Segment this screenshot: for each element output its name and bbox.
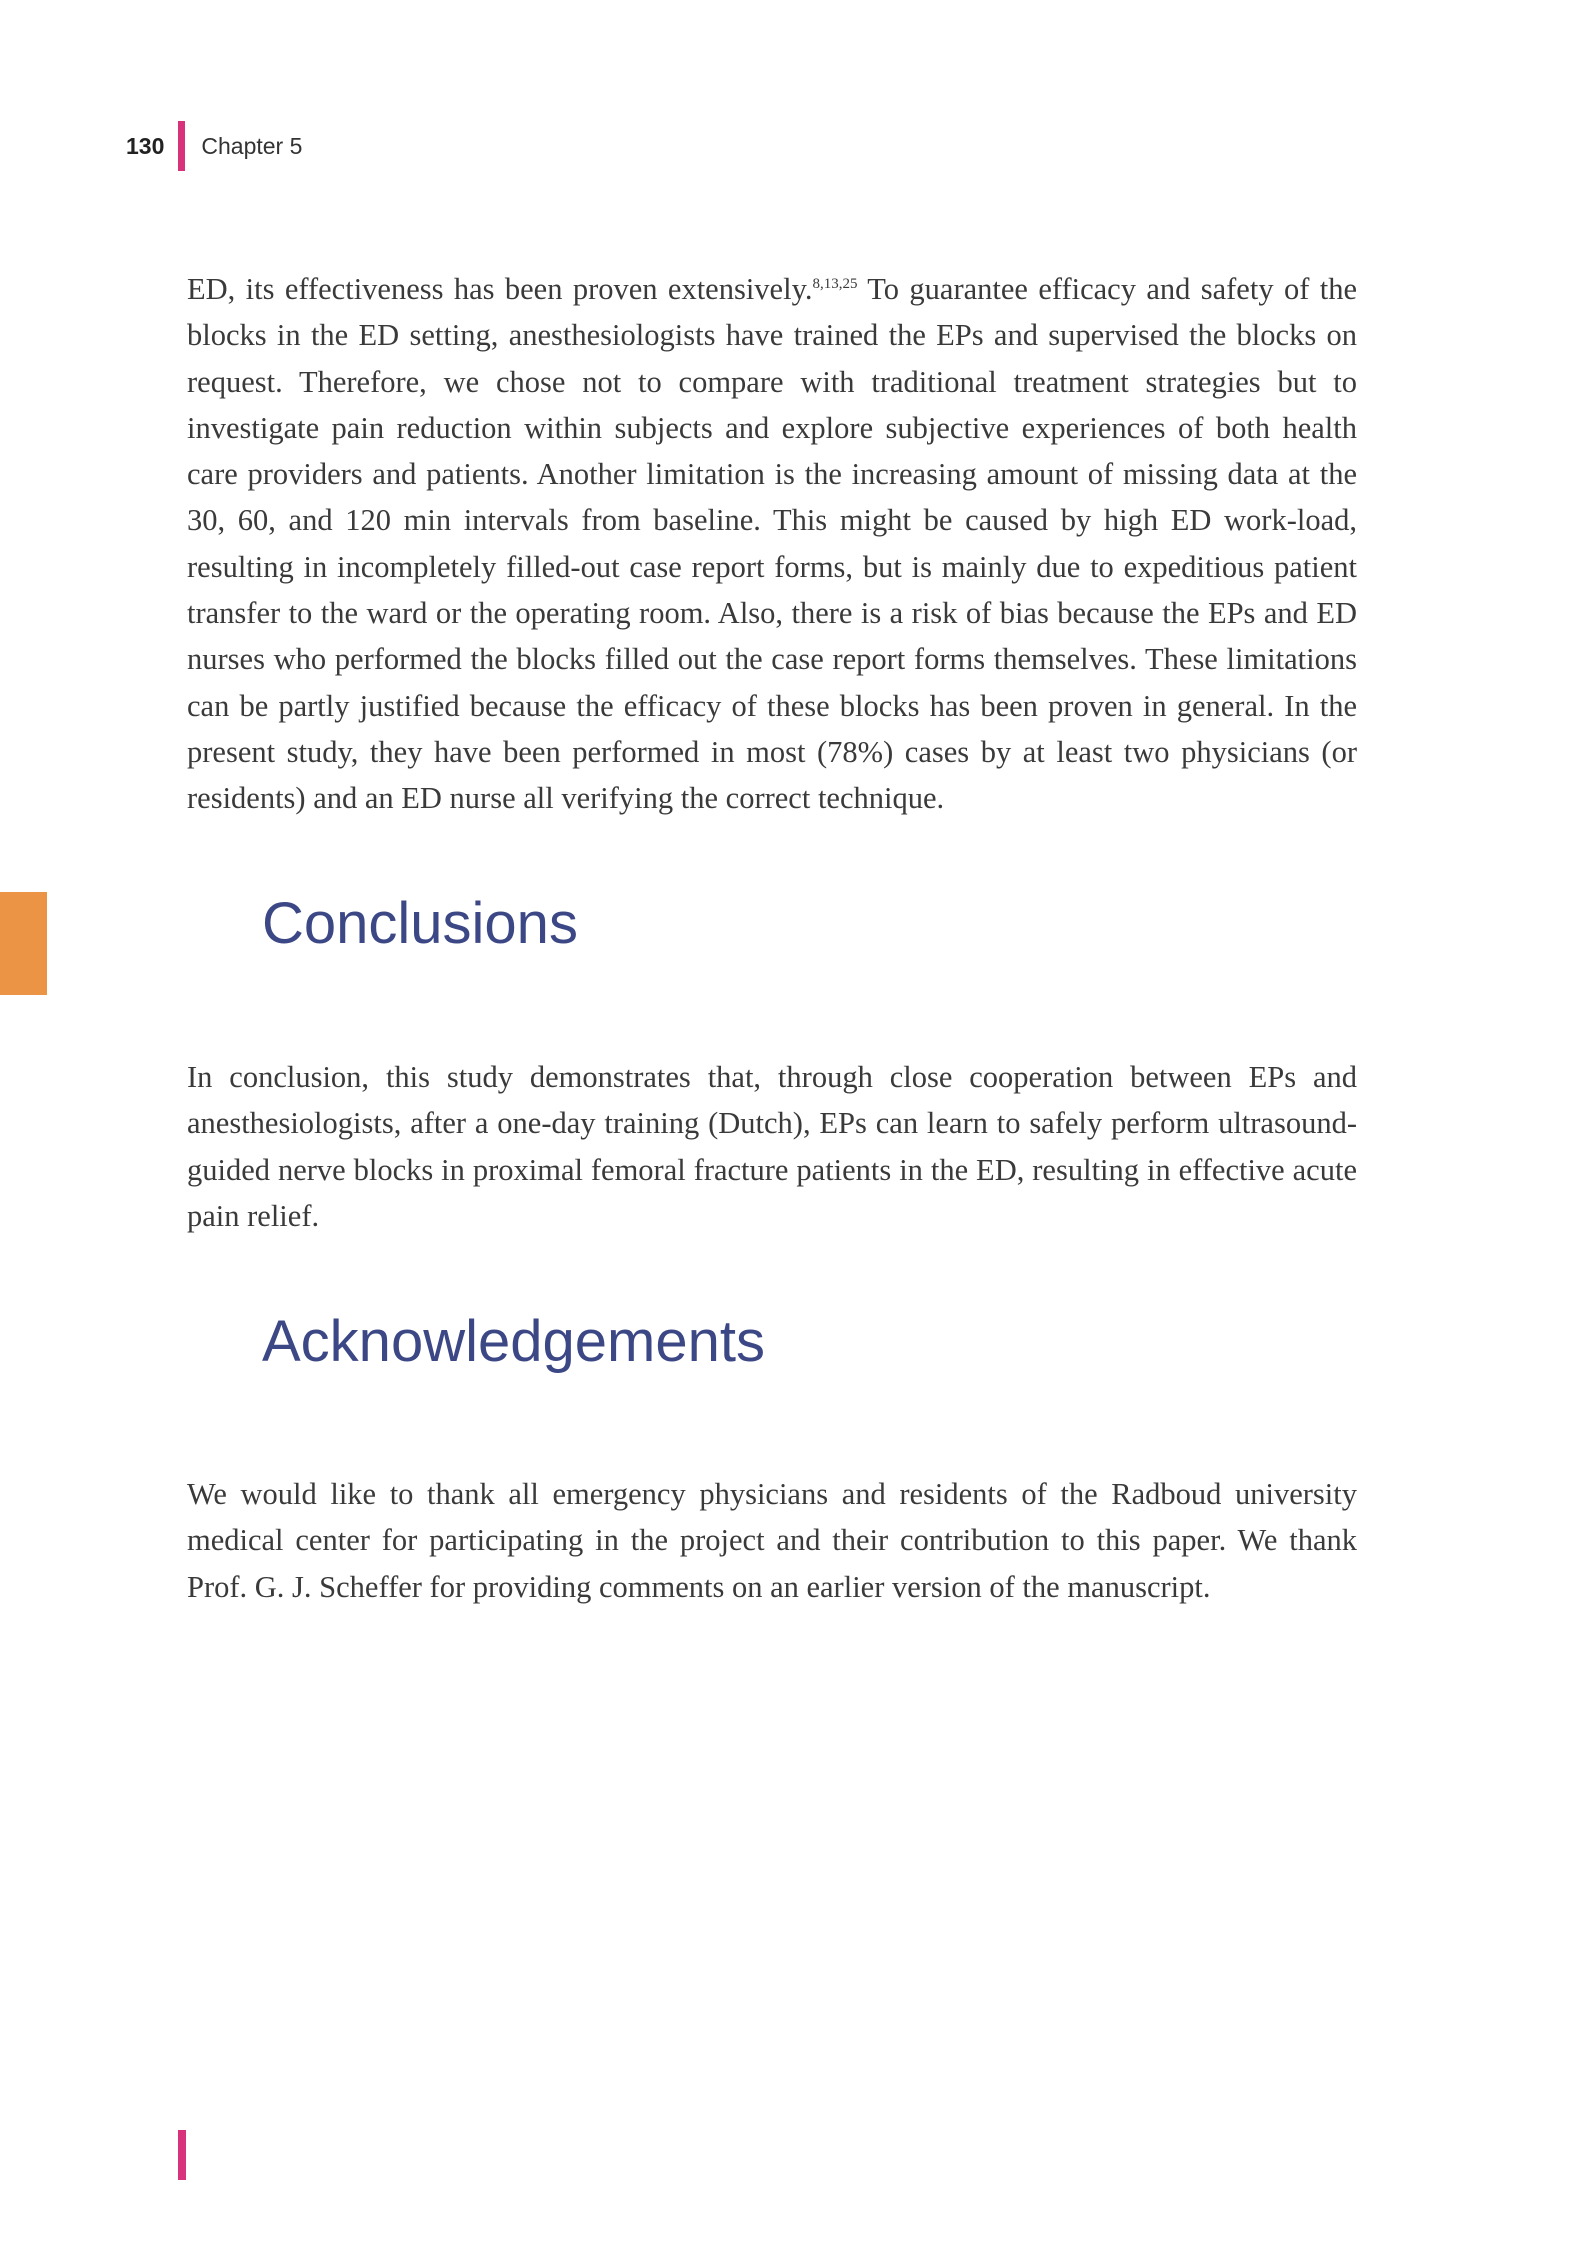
paragraph-text-rest: To guarantee efficacy and safety of the blocks in the ED setting, anesthesiologists have trained the EPs and supervised the blocks on request. Therefore, we chose not to compare with traditional treatment strategies but to investigate pain reduction within subjects and explore subjective experiences of both health care providers and patients. Another limitation is the increasing amount of missing data at the 30, 60, and 120 min intervals from baseline. This might be caused by high ED work-load, resulting in incompletely filled-out case report forms, but is mainly due to expeditious patient transfer to the ward or the operating room. Also, there is a risk of bias because the EPs and ED nurses who performed the blocks filled out the case report forms themselves. These limitations can be partly justified because the efficacy of these blocks has been proven in general. In the present study, they have been performed in most (78%) cases by at least two physicians (or residents) and an ED nurse all verifying the correct technique.	[187, 272, 1357, 816]
page-number: 130	[126, 132, 165, 159]
paragraph-text-start: ED, its effectiveness has been proven extensively.	[187, 272, 813, 306]
body-paragraph-limitations	[187, 266, 1357, 822]
acknowledgements-heading: Acknowledgements	[262, 1309, 765, 1374]
page-header	[126, 120, 302, 172]
header-divider-bar	[178, 121, 185, 171]
conclusions-paragraph: In conclusion, this study demonstrates that, through close cooperation between EPs and anesthesiologists, after a one-day training (Dutch), EPs can learn to safely perform ultrasound-guided nerve blocks in proximal femoral fracture patients in the ED, resulting in effective acute pain relief.	[187, 1060, 1357, 1233]
chapter-side-tab	[0, 892, 47, 995]
citation-superscript: 8,13,25	[812, 275, 858, 292]
chapter-label: Chapter 5	[201, 132, 303, 159]
conclusions-heading: Conclusions	[262, 891, 578, 956]
acknowledgements-paragraph: We would like to thank all emergency physicians and residents of the Radboud university medical center for participating in the project and their contribution to this paper. We thank Prof. G. J. Scheffer for providing comments on an earlier version of the manuscript.	[187, 1477, 1357, 1604]
footer-divider-bar	[178, 2130, 186, 2180]
